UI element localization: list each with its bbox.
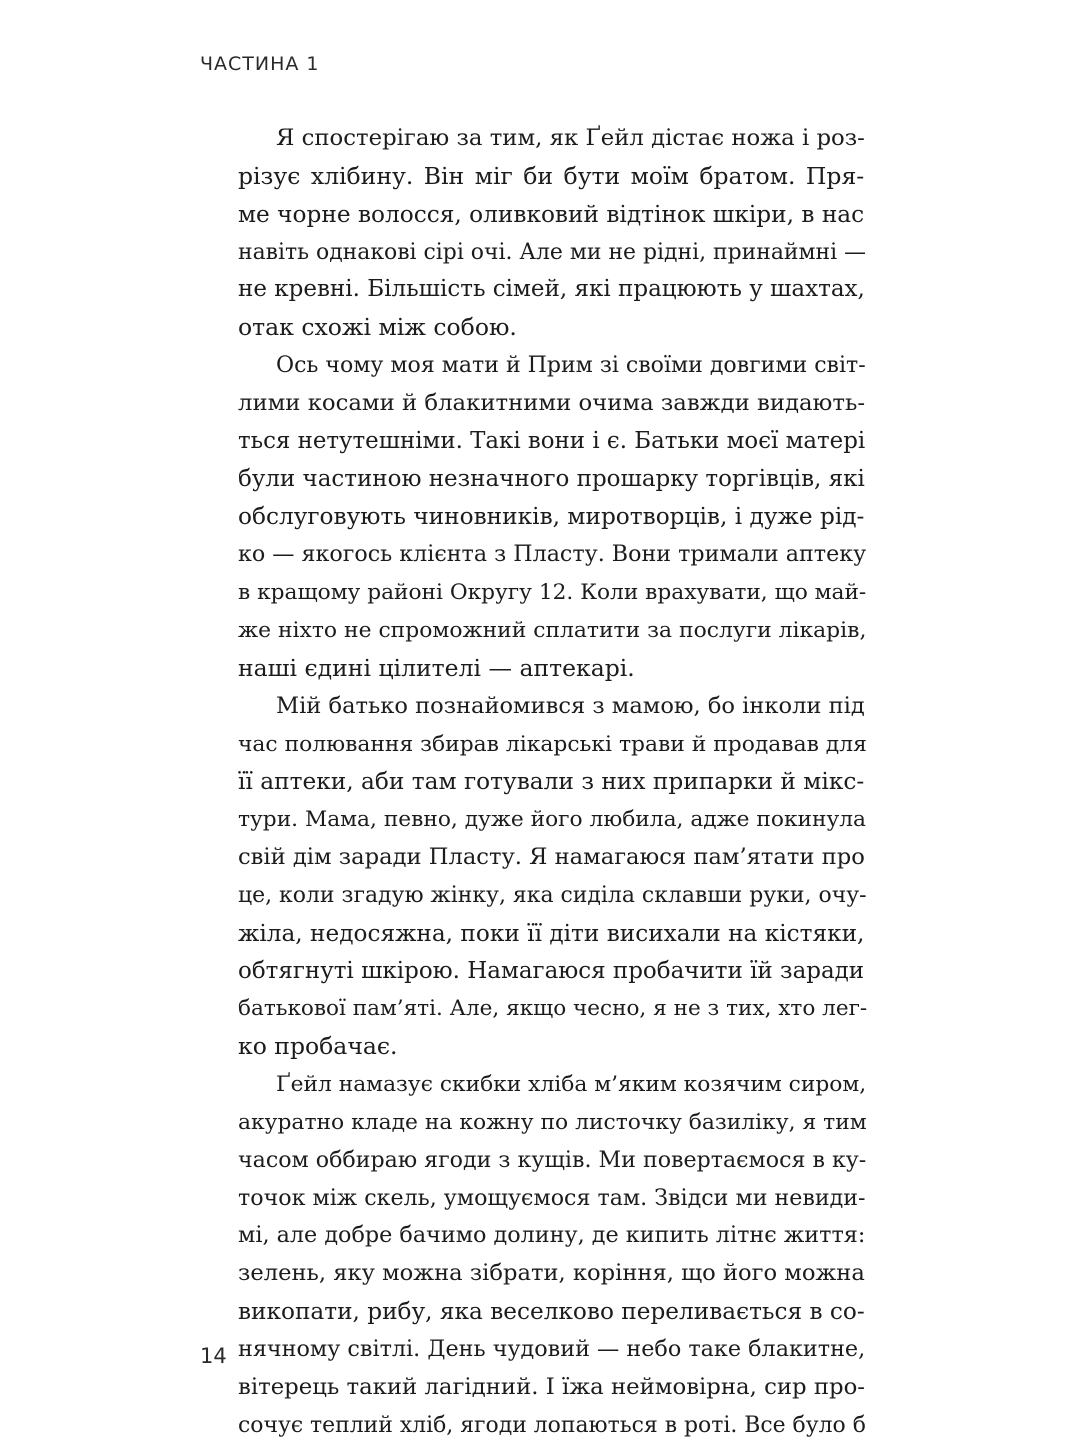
text-line: час полювання збирав лікарські трави й продавав для [238, 731, 867, 757]
text-line: вітерець такий лагідний. І їжа неймовірна, сир про- [238, 1373, 865, 1400]
running-head: ЧАСТИНА 1 [200, 53, 320, 75]
text-line: наші єдині цілителі — аптекарі. [238, 653, 635, 682]
text-line: мі, але добре бачимо долину, де кипить літнє життя: [238, 1222, 866, 1249]
text-line: навіть однакові сірі очі. Але ми не рідні, принаймні — [238, 239, 867, 265]
body-text [200, 120, 868, 1445]
text-line: були частиною незначного прошарку торгівців, які [238, 465, 865, 492]
text-line: обтягнуті шкірою. Намагаюся пробачити їй заради [238, 957, 865, 984]
text-line: нячному світлі. День чудовий — небо таке блакитне, [238, 1336, 866, 1362]
text-line: лими косами й блакитними очима завжди видають- [238, 389, 866, 416]
text-line: ме чорне волосся, оливковий відтінок шкіри, в нас [238, 200, 865, 228]
text-line: в кращому районі Округу 12. Коли врахувати, що май- [238, 580, 867, 606]
paragraph-1 [200, 120, 867, 347]
text-line: викопати, рибу, яка веселково переливається в со- [238, 1298, 865, 1326]
text-line: батькової пам’яті. Але, якщо чесно, я не з тих, хто лег- [238, 996, 868, 1022]
text-line: зелень, яку можна зібрати, коріння, що його можна [238, 1260, 865, 1287]
text-line: це, коли згадую жінку, яка сиділа склавши руки, очу- [238, 882, 867, 908]
text-line: сочує теплий хліб, ягоди лопаються в роті. Все було б [238, 1412, 866, 1438]
text-line: Ось чому моя мати й Прим зі своїми довгими світ- [276, 353, 866, 379]
text-line: же ніхто не спроможний сплатити за послуги лікарів, [238, 617, 867, 643]
text-line: ться нетутешніми. Такі вони і є. Батьки моєї матері [238, 427, 866, 454]
text-line: жіла, недосяжна, поки її діти висихали на кістяки, [238, 919, 865, 947]
text-line: її аптеки, аби там готували з них припарки й мікс- [238, 768, 865, 796]
text-line: свій дім заради Пласту. Я намагаюся пам’ятати про [238, 844, 865, 871]
paragraph-3 [200, 688, 868, 1066]
text-line: ко пробачає. [238, 1032, 398, 1061]
page-number: 14 [200, 1344, 227, 1368]
text-line: Я спостерігаю за тим, як Ґейл дістає ножа і роз- [276, 125, 865, 151]
text-line: ко — якогось клієнта з Пласту. Вони тримали аптеку [238, 541, 867, 568]
text-line: часом оббираю ягоди з кущів. Ми повертаємося в ку- [238, 1146, 867, 1173]
text-line: тури. Мама, певно, дуже його любила, адже покинула [238, 807, 866, 833]
paragraph-4 [200, 1066, 867, 1444]
paragraph-2 [200, 347, 867, 688]
text-line: обслуговують чиновників, миротворців, і дуже рід- [238, 503, 865, 531]
text-line: отак схожі між собою. [238, 313, 517, 342]
text-line: точок між скель, умощуємося там. Звідси ми невиди- [238, 1184, 866, 1211]
text-line: Ґейл намазує скибки хліба м’яким козячим сиром, [276, 1072, 867, 1098]
text-line: не кревні. Більшість сімей, які працюють у шахтах, [238, 276, 865, 303]
text-line: акуратно кладе на кожну по листочку базиліку, я тим [238, 1109, 867, 1135]
text-line: Мій батько познайомився з мамою, бо інколи під [276, 692, 865, 719]
text-line: різує хлібину. Він міг би бути моїм братом. Пря- [238, 161, 865, 190]
